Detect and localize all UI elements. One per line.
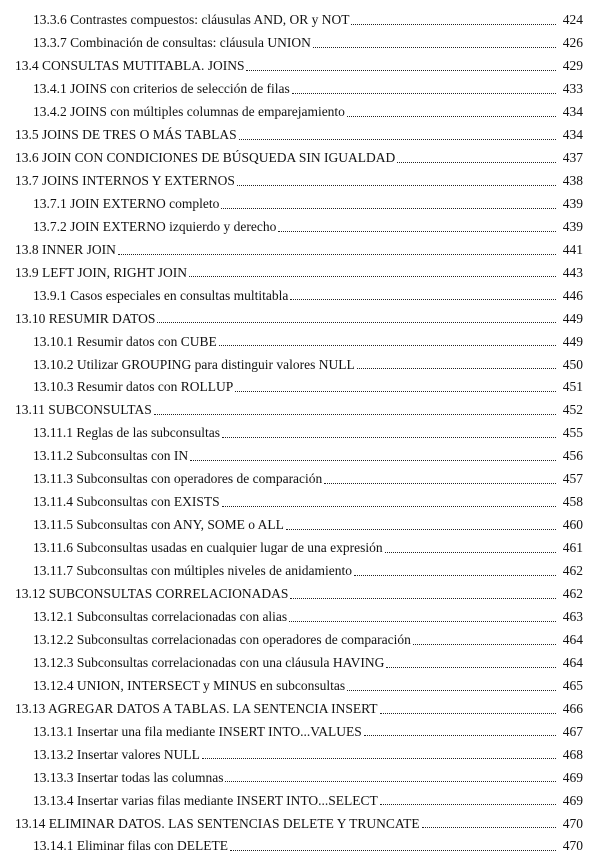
toc-page-number: 462 (562, 586, 583, 601)
toc-page-number: 468 (562, 746, 583, 762)
toc-entry-title: 13.7 JOINS INTERNOS Y EXTERNOS (15, 172, 235, 188)
toc-page-number: 429 (562, 58, 583, 74)
dot-leader (357, 368, 556, 369)
dot-leader (413, 644, 556, 645)
toc-section-entry[interactable] (15, 123, 583, 147)
toc-entry-title: 13.11.4 Subconsultas con EXISTS (33, 494, 220, 510)
toc-subsection-entry[interactable] (33, 8, 583, 32)
toc-entry-title: 13.11 SUBCONSULTAS (15, 402, 152, 418)
dot-leader (230, 850, 556, 851)
dot-leader (380, 804, 556, 805)
toc-page-number: 466 (562, 700, 583, 716)
toc-page-number: 455 (562, 425, 583, 441)
toc-subsection-entry[interactable] (33, 788, 583, 812)
dot-leader (222, 437, 556, 438)
toc-entry-title: 13.4.1 JOINS con criterios de selección de filas (33, 81, 290, 97)
toc-page-number: 470 (562, 838, 583, 854)
dot-leader (313, 47, 556, 48)
toc-entry-title: 13.9.1 Casos especiales en consultas multitabla (33, 287, 289, 303)
toc-entry-title: 13.3.7 Combinación de consultas: cláusula UNION (33, 35, 311, 51)
toc-entry-title: 13.13 AGREGAR DATOS A TABLAS. LA SENTENCIA INSERT (15, 700, 378, 716)
toc-page-number: 446 (562, 287, 583, 303)
toc-subsection-entry[interactable] (33, 605, 583, 629)
dot-leader (286, 529, 556, 530)
toc-subsection-entry[interactable] (33, 536, 583, 560)
dot-leader (189, 276, 556, 277)
toc-section-entry[interactable] (15, 811, 583, 835)
toc-entry-title: 13.10.2 Utilizar GROUPING para distinguir valores NULL (33, 356, 355, 372)
toc-entry-title: 13.13.4 Insertar varias filas mediante INSERT INTO...SELECT (33, 792, 378, 808)
toc-subsection-entry[interactable] (33, 674, 583, 698)
toc-entry-title: 13.13.1 Insertar una fila mediante INSERT INTO...VALUES (33, 723, 362, 739)
dot-leader (292, 93, 556, 94)
toc-page-number: 434 (562, 127, 583, 142)
toc-page-number: 464 (562, 631, 583, 647)
toc-entry-title: 13.11.6 Subconsultas usadas en cualquier lugar de una expresión (33, 540, 383, 556)
toc-page-number: 456 (562, 448, 583, 464)
toc-entry-title: 13.8 INNER JOIN (15, 241, 116, 257)
dot-leader (290, 598, 556, 599)
toc-page-number: 439 (562, 218, 583, 234)
toc-page-number: 443 (562, 264, 583, 280)
toc-section-entry[interactable] (15, 238, 583, 262)
toc-page-number: 441 (562, 241, 583, 257)
toc-page-number: 438 (562, 172, 583, 188)
toc-subsection-entry[interactable] (33, 352, 583, 376)
toc-entry-title: 13.11.2 Subconsultas con IN (33, 448, 189, 464)
toc-subsection-entry[interactable] (33, 375, 583, 399)
toc-entry-title: 13.13.2 Insertar valores NULL (33, 746, 200, 762)
dot-leader (354, 575, 556, 576)
dot-leader (219, 345, 556, 346)
toc-page-number: 460 (562, 517, 583, 533)
toc-page-number: 469 (562, 769, 583, 785)
dot-leader (364, 735, 556, 736)
toc-section-entry[interactable] (15, 398, 583, 422)
toc-subsection-entry[interactable] (33, 77, 583, 101)
toc-subsection-entry[interactable] (33, 834, 583, 858)
dot-leader (290, 299, 556, 300)
dot-leader (422, 827, 556, 828)
toc-section-entry[interactable] (15, 582, 583, 606)
toc-subsection-entry[interactable] (33, 467, 583, 491)
toc-page-number: 457 (562, 471, 583, 487)
toc-entry-title: 13.12.3 Subconsultas correlacionadas con una cláusula HAVING (33, 654, 385, 670)
toc-subsection-entry[interactable] (33, 513, 583, 537)
dot-leader (347, 690, 556, 691)
toc-page-number: 461 (562, 540, 583, 556)
dot-leader (347, 116, 556, 117)
toc-page-number: 467 (562, 723, 583, 739)
toc-subsection-entry[interactable] (33, 742, 583, 766)
dot-leader (386, 667, 556, 668)
toc-subsection-entry[interactable] (33, 765, 583, 789)
toc-section-entry[interactable] (15, 146, 583, 170)
dot-leader (221, 208, 556, 209)
toc-page-number: 424 (562, 12, 583, 28)
toc-subsection-entry[interactable] (33, 719, 583, 743)
toc-subsection-entry[interactable] (33, 215, 583, 239)
toc-page-number: 434 (562, 104, 583, 120)
toc-subsection-entry[interactable] (33, 651, 583, 675)
toc-entry-title: 13.3.6 Contrastes compuestos: cláusulas AND, OR y NOT (33, 12, 350, 28)
toc-entry-title: 13.11.1 Reglas de las subconsultas (33, 425, 220, 441)
dot-leader (278, 231, 556, 232)
toc-subsection-entry[interactable] (33, 192, 583, 216)
toc-page-number: 463 (562, 608, 583, 624)
toc-entry-title: 13.10.3 Resumir datos con ROLLUP (33, 379, 234, 395)
dot-leader (222, 506, 556, 507)
toc-section-entry[interactable] (15, 169, 583, 193)
toc-page-number: 458 (562, 494, 583, 510)
toc-page-number: 451 (562, 379, 583, 395)
toc-entry-title: 13.11.7 Subconsultas con múltiples niveles de anidamiento (33, 563, 352, 579)
toc-entry-title: 13.4 CONSULTAS MUTITABLA. JOINS (15, 58, 245, 74)
dot-leader (289, 621, 556, 622)
toc-entry-title: 13.4.2 JOINS con múltiples columnas de emparejamiento (33, 104, 345, 120)
toc-page-number: 452 (562, 402, 583, 418)
toc-entry-title: 13.12 SUBCONSULTAS CORRELACIONADAS (15, 586, 289, 601)
dot-leader (225, 781, 556, 782)
toc-page-number: 449 (562, 310, 583, 326)
toc-subsection-entry[interactable] (33, 100, 583, 124)
toc-entry-title: 13.10.1 Resumir datos con CUBE (33, 333, 217, 349)
toc-page-number: 464 (562, 654, 583, 670)
toc-entry-title: 13.5 JOINS DE TRES O MÁS TABLAS (15, 127, 237, 142)
toc-section-entry[interactable] (15, 260, 583, 284)
toc-entry-title: 13.10 RESUMIR DATOS (15, 310, 156, 326)
dot-leader (385, 552, 556, 553)
dot-leader (239, 139, 556, 140)
toc-page-number: 437 (562, 149, 583, 165)
toc-entry-title: 13.9 LEFT JOIN, RIGHT JOIN (15, 264, 187, 280)
dot-leader (380, 713, 556, 714)
dot-leader (237, 185, 556, 186)
dot-leader (324, 483, 556, 484)
toc-entry-title: 13.12.4 UNION, INTERSECT y MINUS en subconsultas (33, 677, 346, 693)
toc-page-number: 433 (562, 81, 583, 97)
dot-leader (154, 414, 556, 415)
toc-page-number: 465 (562, 677, 583, 693)
toc-subsection-entry[interactable] (33, 559, 583, 583)
toc-entry-title: 13.13.3 Insertar todas las columnas (33, 769, 224, 785)
toc-subsection-entry[interactable] (33, 283, 583, 307)
toc-subsection-entry[interactable] (33, 421, 583, 445)
toc-page-number: 439 (562, 195, 583, 211)
toc-subsection-entry[interactable] (33, 329, 583, 353)
toc-entry-title: 13.14.1 Eliminar filas con DELETE (33, 838, 228, 854)
toc-page-number: 462 (562, 563, 583, 579)
toc-page-number: 469 (562, 792, 583, 808)
toc-subsection-entry[interactable] (33, 628, 583, 652)
dot-leader (190, 460, 556, 461)
toc-subsection-entry[interactable] (33, 31, 583, 55)
dot-leader (202, 758, 556, 759)
toc-page-number: 450 (562, 356, 583, 372)
toc-entry-title: 13.14 ELIMINAR DATOS. LAS SENTENCIAS DELETE Y TRUNCATE (15, 815, 420, 831)
dot-leader (157, 322, 556, 323)
toc-subsection-entry[interactable] (33, 444, 583, 468)
toc-section-entry[interactable] (15, 697, 583, 721)
toc-entry-title: 13.7.2 JOIN EXTERNO izquierdo y derecho (33, 218, 277, 234)
toc-page-number: 470 (562, 815, 583, 831)
toc-entry-title: 13.6 JOIN CON CONDICIONES DE BÚSQUEDA SIN IGUALDAD (15, 149, 396, 165)
toc-entry-title: 13.12.2 Subconsultas correlacionadas con operadores de comparación (33, 631, 411, 647)
dot-leader (235, 391, 556, 392)
toc-subsection-entry[interactable] (33, 490, 583, 514)
dot-leader (246, 70, 556, 71)
toc-section-entry[interactable] (15, 306, 583, 330)
toc-page-number: 426 (562, 35, 583, 51)
dot-leader (351, 24, 556, 25)
dot-leader (397, 162, 556, 163)
toc-entry-title: 13.11.3 Subconsultas con operadores de comparación (33, 471, 323, 487)
toc-page-number: 449 (562, 333, 583, 349)
toc-entry-title: 13.7.1 JOIN EXTERNO completo (33, 195, 220, 211)
dot-leader (118, 254, 556, 255)
toc-entry-title: 13.11.5 Subconsultas con ANY, SOME o ALL (33, 517, 284, 533)
toc-entry-title: 13.12.1 Subconsultas correlacionadas con alias (33, 608, 288, 624)
toc-section-entry[interactable] (15, 54, 583, 78)
